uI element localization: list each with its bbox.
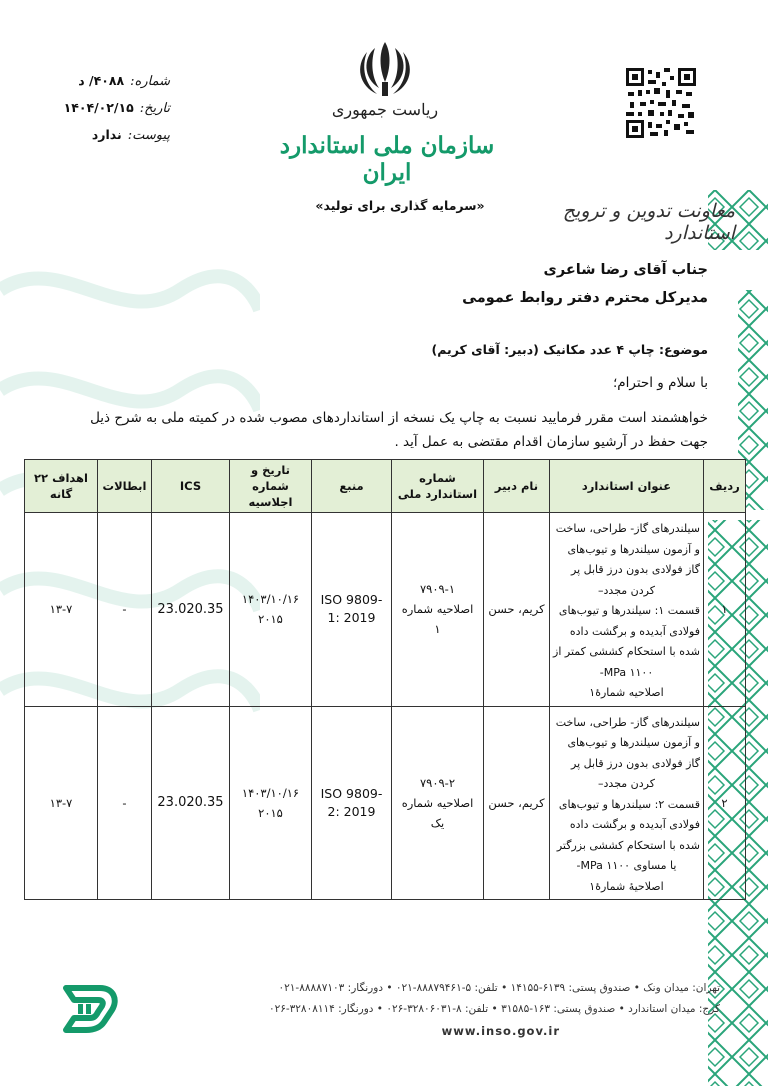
cell-title [550,706,704,900]
footer-address-karaj: کرج: میدان استاندارد • صندوق پستی: ۱۶۳-۳۱۵۸۵ • تلفن: ۸-۳۲۸۰۶۰۳۱-۰۲۶ • دورنگار: ۳۲۸۰۸۱۱۴-۰۲۶ [268,1003,720,1015]
presidency-title: ریاست جمهوری [331,100,439,119]
slogan: «سرمایه گذاری برای تولید» [315,198,485,213]
header-line: تاریخ و شماره [250,463,290,493]
header-source: منبع [312,460,392,513]
meta-attachment [40,122,170,149]
cell-line: ۲۰۱۵ [258,612,283,627]
header-goals [25,460,98,513]
header-line: اجلاسیه [248,495,293,509]
table-header-row [25,460,746,513]
meta-date [40,95,170,122]
title-line: فولادی آبدیده و برگشت داده [569,818,700,831]
cell-secretary: کریم، حسن [484,513,550,707]
cell-line: 2: 2019 [327,803,376,819]
footer-address-tehran: تهران: میدان ونک • صندوق پستی: ۶۱۳۹-۱۴۱۵۵ • تلفن: ۵-۸۸۸۷۹۴۶۱-۰۲۱ • دورنگار: ۸۸۸۸۷۱۰۳-۰۲۱ [278,982,720,994]
cell-line: ۷۹۰۹-۲ [419,775,456,790]
department-name: معاونت تدوین و ترویج استاندارد [562,200,735,244]
title-line: اصلاحیهٔ شمارهٔ۱ [589,879,664,893]
cell-line: یک [430,815,445,830]
title-line: شده با استحکام کششی بزرگتر [556,838,700,852]
body-line: جهت حفظ در آرشیو سازمان اقدام مقتضی به عمل آید . [394,434,708,450]
cell-source [312,513,392,707]
meta-label: شماره: [130,74,170,89]
meta-number [40,68,170,95]
cell-line: ISO 9809- [320,785,383,801]
header-line: استاندارد ملی [397,487,478,501]
recipient-title: مدیرکل محترم دفتر روابط عمومی [462,290,708,306]
header-line: شماره [419,471,456,485]
letter-greeting: با سلام و احترام؛ [612,375,708,391]
body-line: خواهشمند است مقرر فرمایید نسبت به چاپ یک نسخه از استانداردهای مصوب شده در کمیته ملی به شرح ذیل [90,410,708,426]
cell-line: اصلاحیه شماره [401,602,474,617]
table-row [25,706,746,900]
title-line: سیلندرهای گاز- طراحی، ساخت [555,522,700,535]
title-line: فولادی آبدیده و برگشت داده [569,624,700,638]
title-line: قسمت ۲: سیلندرها و تیوب‌های [558,797,700,811]
meta-label: تاریخ: [139,101,170,116]
header-standard-number [392,460,484,513]
letter-body [24,406,708,454]
title-line: سیلندرهای گاز- طراحی، ساخت [555,715,700,729]
cell-date [230,513,312,707]
header-line: گانه [49,487,73,501]
cell-line: ISO 9809- [320,592,383,608]
cell-standard-number [392,706,484,900]
recipient-name: جناب آقای رضا شاعری [543,262,708,278]
organization-name: سازمان ملی استاندارد ایران [279,132,495,186]
cell-void: - [98,706,152,900]
title-line: یا مساوی ۱۱۰۰ MPa- [576,859,677,872]
title-line: گاز فولادی بدون درز قابل پر [571,756,700,770]
cell-source [312,706,392,900]
header-line: اهداف ۲۲ [34,471,88,485]
cell-line: ۱ [434,622,441,637]
letter-meta [40,68,170,149]
inso-logo-icon [60,978,122,1040]
cell-line: ۱۴۰۳/۱۰/۱۶ [241,592,300,607]
qr-code-icon [626,68,696,138]
title-line: کردن مجدد– [598,583,655,597]
cell-goals: ۱۳-۷ [25,706,98,900]
cell-void: - [98,513,152,707]
cell-standard-number [392,513,484,707]
title-line: اصلاحیه شمارهٔ۱ [589,686,664,699]
meta-value: ۴۰۸۸/ د [78,73,125,88]
cell-ics: 23.020.35 [152,513,230,707]
title-line: قسمت ۱: سیلندرها و تیوب‌های [558,604,700,617]
header-date [230,460,312,513]
cell-line: ۲۰۱۵ [258,805,283,820]
header-secretary: نام دبیر [484,460,550,513]
title-line: و آزمون سیلندرها و تیوب‌های [567,736,700,749]
header-ics: ICS [152,460,230,513]
cell-line: اصلاحیه شماره [401,795,474,810]
cell-line: ۷۹۰۹-۱ [419,582,456,597]
title-line: شده با استحکام کششی کمتر از [553,645,700,658]
meta-value: ۱۴۰۴/۰۲/۱۵ [63,100,134,115]
header-title: عنوان استاندارد [550,460,704,513]
header-void: ابطالات [98,460,152,513]
cell-goals: ۱۳-۷ [25,513,98,707]
iran-emblem-icon [355,38,415,100]
header-row-number: ردیف [704,460,746,513]
footer-website: www.inso.gov.ir [441,1024,560,1038]
meta-value: ندارد [91,127,122,142]
title-line: کردن مجدد– [598,777,655,790]
cell-date [230,706,312,900]
title-line: گاز فولادی بدون درز قابل پر [571,563,700,576]
cell-line: 1: 2019 [327,610,376,626]
cell-row-number: ۱ [704,513,746,707]
title-line: ۱۱۰۰ MPa- [599,665,654,679]
cell-title [550,513,704,707]
meta-label: پیوست: [127,128,170,143]
cell-ics: 23.020.35 [152,706,230,900]
table-row [25,513,746,707]
title-line: و آزمون سیلندرها و تیوب‌های [567,542,700,556]
letter-subject: موضوع: چاپ ۴ عدد مکانیک (دبیر: آقای کریم) [431,342,708,357]
cell-row-number: ۲ [704,706,746,900]
standards-table [24,459,746,900]
cell-line: ۱۴۰۳/۱۰/۱۶ [241,785,300,800]
cell-secretary: کریم، حسن [484,706,550,900]
